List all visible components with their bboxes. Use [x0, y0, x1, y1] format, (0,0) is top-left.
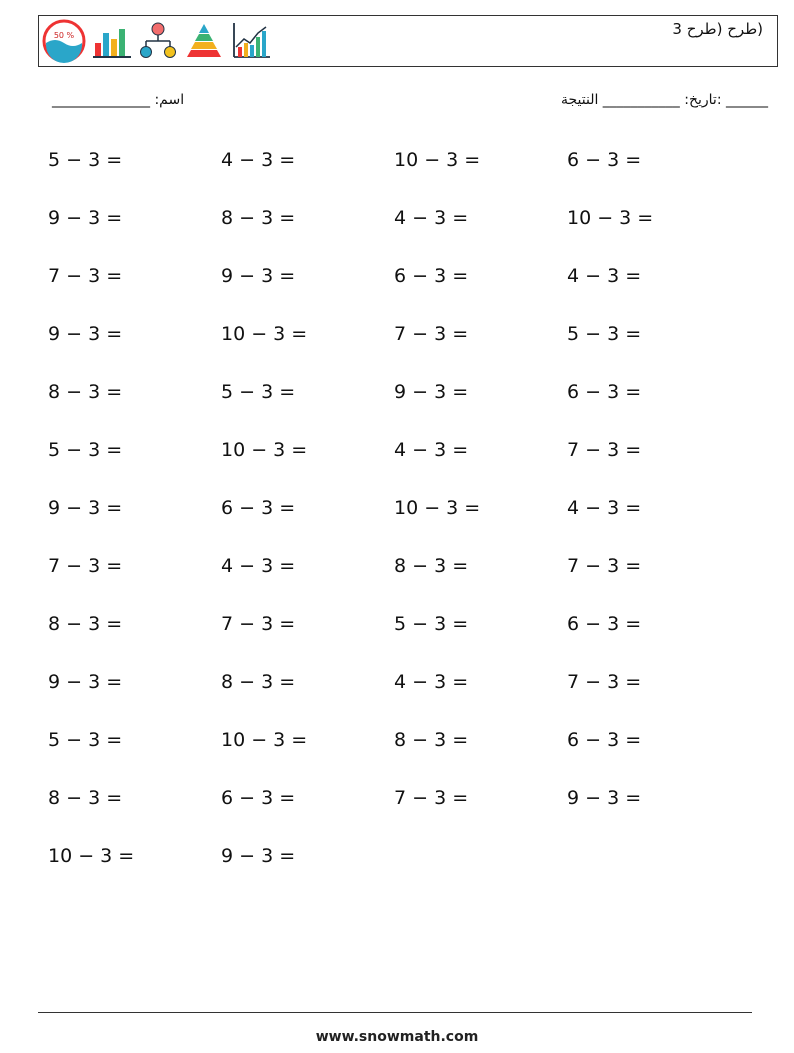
problem-item: 7 − 3 = [48, 265, 123, 287]
problem-item: 5 − 3 = [394, 613, 469, 635]
problem-item: 5 − 3 = [221, 381, 296, 403]
problem-item: 4 − 3 = [394, 439, 469, 461]
problem-item: 8 − 3 = [221, 207, 296, 229]
problem-item: 10 − 3 = [48, 845, 135, 867]
problem-item: 9 − 3 = [394, 381, 469, 403]
problem-item: 9 − 3 = [567, 787, 642, 809]
problem-item: 5 − 3 = [48, 729, 123, 751]
problem-grid [48, 146, 768, 900]
problem-item: 8 − 3 = [48, 613, 123, 635]
problem-item: 9 − 3 = [48, 497, 123, 519]
problem-item: 7 − 3 = [567, 439, 642, 461]
problem-item: 10 − 3 = [394, 497, 481, 519]
problem-item: 5 − 3 = [48, 439, 123, 461]
problem-item: 7 − 3 = [221, 613, 296, 635]
problem-item: 7 − 3 = [567, 555, 642, 577]
worksheet-header [38, 15, 778, 67]
problem-item: 4 − 3 = [221, 555, 296, 577]
line-chart-icon [230, 21, 272, 61]
problem-item: 6 − 3 = [221, 787, 296, 809]
footer-divider [38, 1012, 752, 1013]
footer-url: www.snowmath.com [315, 1029, 479, 1045]
problem-item: 10 − 3 = [221, 729, 308, 751]
problem-item: 5 − 3 = [48, 149, 123, 171]
problem-item: 6 − 3 = [567, 729, 642, 751]
pyramid-icon [184, 21, 224, 61]
student-info-row [52, 92, 768, 114]
problem-item: 4 − 3 = [394, 207, 469, 229]
problem-item: 9 − 3 = [48, 207, 123, 229]
percent-pie-icon [42, 19, 86, 63]
problem-item: 10 − 3 = [221, 323, 308, 345]
problem-item: 7 − 3 = [394, 323, 469, 345]
worksheet-title: (طرح (طرح 3 [672, 20, 763, 38]
problem-item: 9 − 3 = [48, 323, 123, 345]
bar-chart-icon [92, 21, 132, 61]
date-score-field[interactable]: ______ :تاريخ: ___________ النتيجة [560, 92, 768, 108]
problem-item: 8 − 3 = [394, 729, 469, 751]
problem-item: 4 − 3 = [567, 497, 642, 519]
tree-diagram-icon [138, 21, 178, 61]
problem-item: 6 − 3 = [567, 381, 642, 403]
problem-item: 9 − 3 = [221, 845, 296, 867]
problem-item: 8 − 3 = [48, 787, 123, 809]
name-field[interactable]: ______________ :اسم [52, 92, 185, 108]
header-icons [42, 18, 272, 64]
svg-text:50 %: 50 % [53, 31, 75, 40]
problem-item: 4 − 3 = [567, 265, 642, 287]
problem-item: 8 − 3 = [221, 671, 296, 693]
problem-item: 7 − 3 = [394, 787, 469, 809]
problem-item: 6 − 3 = [394, 265, 469, 287]
problem-item: 7 − 3 = [567, 671, 642, 693]
problem-item: 8 − 3 = [48, 381, 123, 403]
problem-item: 6 − 3 = [567, 149, 642, 171]
problem-item: 10 − 3 = [221, 439, 308, 461]
problem-item: 8 − 3 = [394, 555, 469, 577]
problem-item: 5 − 3 = [567, 323, 642, 345]
problem-item: 6 − 3 = [221, 497, 296, 519]
problem-item: 4 − 3 = [221, 149, 296, 171]
problem-item: 9 − 3 = [221, 265, 296, 287]
problem-item: 10 − 3 = [567, 207, 654, 229]
problem-item: 4 − 3 = [394, 671, 469, 693]
problem-item: 6 − 3 = [567, 613, 642, 635]
problem-item: 10 − 3 = [394, 149, 481, 171]
problem-item: 7 − 3 = [48, 555, 123, 577]
problem-item: 9 − 3 = [48, 671, 123, 693]
